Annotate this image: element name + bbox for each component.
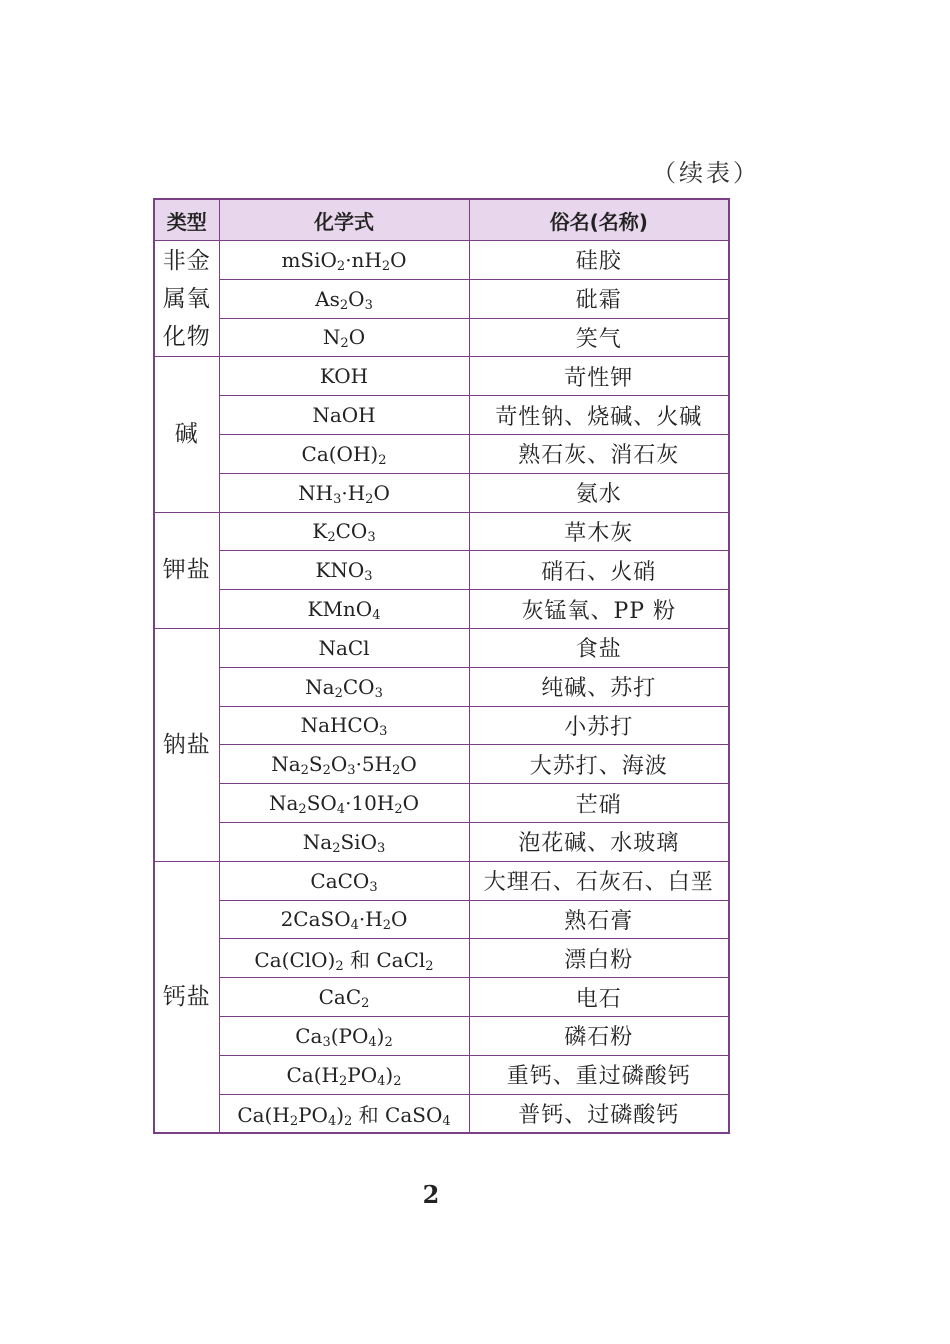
- formula-subscript: 3: [374, 685, 383, 701]
- formula-text: ·5H: [355, 752, 393, 777]
- formula-text: ·H: [341, 480, 366, 505]
- table-row: [154, 551, 729, 590]
- common-name-cell: 硝石、火硝: [469, 551, 729, 590]
- formula-subscript: 2: [298, 802, 307, 818]
- formula-text: O: [373, 480, 390, 505]
- table-row: [154, 279, 729, 318]
- formula-subscript: 2: [392, 763, 401, 779]
- formula-subscript: 4: [442, 1113, 451, 1129]
- formula-text: Na: [305, 674, 335, 699]
- formula-cell: [219, 473, 469, 512]
- category-cell: 非金 属氧 化物: [154, 241, 219, 357]
- header-type: 类型: [154, 199, 219, 241]
- formula-text: NaHCO: [300, 713, 380, 738]
- formula-text: KOH: [319, 364, 369, 389]
- formula-text: S: [308, 752, 323, 777]
- formula-subscript: 2: [381, 258, 391, 274]
- formula-subscript: 2: [332, 840, 341, 856]
- common-name-cell: 草木灰: [469, 512, 729, 551]
- formula-subscript: 2: [289, 1113, 299, 1129]
- table-row: [154, 706, 729, 745]
- common-name-cell: 苛性钾: [469, 357, 729, 396]
- common-name-cell: 砒霜: [469, 279, 729, 318]
- formula-cell: [219, 357, 469, 396]
- formula-text: O: [330, 752, 348, 777]
- table-row: [154, 628, 729, 667]
- common-name-cell: 大理石、石灰石、白垩: [469, 861, 729, 900]
- formula-cell: [219, 706, 469, 745]
- table-row: [154, 434, 729, 473]
- common-name-cell: 大苏打、海波: [469, 745, 729, 784]
- table-row: [154, 318, 729, 357]
- header-formula: 化学式: [219, 199, 469, 241]
- formula-cell: [219, 590, 469, 629]
- header-name: 俗名(名称): [469, 199, 729, 241]
- formula-text: ·nH: [345, 247, 382, 272]
- formula-text: Ca(H: [237, 1102, 290, 1127]
- formula-cell: [219, 745, 469, 784]
- formula-cell: [219, 784, 469, 823]
- formula-cell: [219, 861, 469, 900]
- table-row: [154, 1094, 729, 1133]
- formula-subscript: 2: [394, 802, 403, 818]
- formula-text: N: [322, 325, 341, 350]
- formula-subscript: 2: [338, 1073, 348, 1089]
- formula-subscript: 2: [361, 996, 370, 1012]
- common-name-cell: 电石: [469, 978, 729, 1017]
- common-name-cell: 泡花碱、水玻璃: [469, 822, 729, 861]
- formula-cell: [219, 512, 469, 551]
- formula-cell: [219, 396, 469, 435]
- formula-text: O: [402, 791, 420, 816]
- table-row: [154, 512, 729, 551]
- common-name-cell: 笑气: [469, 318, 729, 357]
- table-row: [154, 784, 729, 823]
- common-name-cell: 氨水: [469, 473, 729, 512]
- formula-subscript: 4: [368, 1034, 377, 1050]
- table-header-row: [154, 199, 729, 241]
- formula-text: SiO: [340, 829, 377, 854]
- formula-text: 和 CaSO: [352, 1102, 443, 1127]
- formula-text: (PO: [330, 1023, 369, 1048]
- formula-text: ): [385, 1062, 394, 1087]
- formula-subscript: 3: [369, 879, 378, 895]
- formula-subscript: 3: [379, 724, 388, 740]
- table-row: [154, 473, 729, 512]
- formula-subscript: 2: [344, 1113, 353, 1129]
- formula-cell: [219, 318, 469, 357]
- formula-text: O: [348, 286, 365, 311]
- formula-text: CO: [342, 674, 375, 699]
- formula-cell: [219, 551, 469, 590]
- formula-text: Ca: [295, 1023, 323, 1048]
- formula-cell: [219, 434, 469, 473]
- formula-subscript: 4: [327, 1113, 337, 1129]
- category-cell: 钾盐: [154, 512, 219, 628]
- formula-subscript: 2: [339, 297, 349, 313]
- formula-subscript: 2: [378, 452, 387, 468]
- formula-text: ): [336, 1102, 345, 1127]
- table-row: [154, 900, 729, 939]
- formula-cell: [219, 279, 469, 318]
- formula-subscript: 3: [367, 530, 376, 546]
- formula-subscript: 2: [334, 685, 343, 701]
- formula-text: As: [315, 286, 340, 311]
- common-name-cell: 芒硝: [469, 784, 729, 823]
- formula-subscript: 2: [340, 336, 349, 352]
- formula-text: Ca(H: [286, 1062, 339, 1087]
- formula-subscript: 3: [333, 491, 342, 507]
- table-row: [154, 1055, 729, 1094]
- table-row: [154, 396, 729, 435]
- formula-subscript: 2: [384, 1034, 393, 1050]
- common-name-cell: 普钙、过磷酸钙: [469, 1094, 729, 1133]
- formula-subscript: 2: [336, 258, 346, 274]
- formula-text: ·10H: [345, 791, 395, 816]
- formula-text: O: [391, 907, 408, 932]
- formula-cell: [219, 822, 469, 861]
- formula-subscript: 4: [377, 1073, 386, 1089]
- formula-subscript: 3: [322, 1034, 331, 1050]
- formula-text: Na: [302, 829, 333, 854]
- formula-subscript: 2: [335, 958, 344, 974]
- formula-text: KMnO: [307, 597, 373, 622]
- formula-text: O: [348, 325, 366, 350]
- formula-text: NaOH: [312, 403, 376, 428]
- common-name-cell: 熟石膏: [469, 900, 729, 939]
- formula-cell: [219, 900, 469, 939]
- common-name-cell: 小苏打: [469, 706, 729, 745]
- formula-cell: [219, 628, 469, 667]
- formula-text: Ca(OH): [301, 441, 379, 466]
- formula-text: Na: [268, 791, 299, 816]
- formula-text: CaCO: [310, 868, 370, 893]
- common-name-cell: 重钙、重过磷酸钙: [469, 1055, 729, 1094]
- table-row: [154, 861, 729, 900]
- formula-text: O: [390, 247, 407, 272]
- formula-text: NH: [298, 480, 334, 505]
- formula-text: KNO: [315, 558, 365, 583]
- formula-text: PO: [347, 1062, 378, 1087]
- table-row: [154, 939, 729, 978]
- formula-text: Ca(ClO): [254, 947, 336, 972]
- formula-text: K: [312, 519, 328, 544]
- formula-text: Na: [271, 752, 301, 777]
- table-row: [154, 241, 729, 280]
- category-cell: 钠盐: [154, 628, 219, 861]
- formula-subscript: 2: [425, 958, 434, 974]
- table-body: [154, 241, 729, 1134]
- formula-subscript: 2: [300, 763, 309, 779]
- category-cell: 钙盐: [154, 861, 219, 1133]
- formula-text: ·H: [358, 907, 383, 932]
- formula-subscript: 3: [347, 763, 356, 779]
- common-name-cell: 磷石粉: [469, 1016, 729, 1055]
- common-name-cell: 灰锰氧、PP 粉: [469, 590, 729, 629]
- common-name-cell: 硅胶: [469, 241, 729, 280]
- formula-subscript: 4: [372, 608, 381, 624]
- formula-cell: [219, 1016, 469, 1055]
- formula-cell: [219, 1094, 469, 1133]
- table-row: [154, 1016, 729, 1055]
- table-row: [154, 978, 729, 1017]
- formula-text: PO: [298, 1102, 328, 1127]
- table-row: [154, 667, 729, 706]
- continued-label: （续表）: [652, 159, 760, 187]
- page-number: 2: [422, 1180, 440, 1209]
- formula-subscript: 3: [376, 840, 386, 856]
- formula-cell: [219, 241, 469, 280]
- formula-subscript: 2: [365, 491, 374, 507]
- formula-subscript: 2: [322, 763, 331, 779]
- formula-text: ): [376, 1023, 385, 1048]
- chemical-names-table: [153, 198, 730, 1134]
- common-name-cell: 漂白粉: [469, 939, 729, 978]
- table-row: [154, 822, 729, 861]
- formula-text: mSiO: [281, 247, 337, 272]
- formula-cell: [219, 978, 469, 1017]
- formula-subscript: 3: [364, 297, 373, 313]
- formula-text: O: [400, 752, 417, 777]
- formula-text: 2CaSO: [280, 907, 351, 932]
- common-name-cell: 食盐: [469, 628, 729, 667]
- formula-subscript: 4: [350, 918, 359, 934]
- formula-text: NaCl: [318, 635, 370, 660]
- formula-cell: [219, 939, 469, 978]
- formula-text: 和 CaCl: [343, 947, 426, 972]
- common-name-cell: 苛性钠、烧碱、火碱: [469, 396, 729, 435]
- common-name-cell: 纯碱、苏打: [469, 667, 729, 706]
- category-cell: 碱: [154, 357, 219, 512]
- formula-text: SO: [306, 791, 337, 816]
- formula-text: CaC: [318, 985, 362, 1010]
- formula-subscript: 2: [382, 918, 392, 934]
- formula-subscript: 2: [393, 1073, 402, 1089]
- formula-text: CO: [335, 519, 368, 544]
- common-name-cell: 熟石灰、消石灰: [469, 434, 729, 473]
- formula-cell: [219, 1055, 469, 1094]
- table-row: [154, 357, 729, 396]
- formula-subscript: 2: [327, 530, 336, 546]
- formula-subscript: 4: [336, 802, 346, 818]
- table-row: [154, 745, 729, 784]
- table-row: [154, 590, 729, 629]
- formula-cell: [219, 667, 469, 706]
- formula-subscript: 3: [364, 569, 373, 585]
